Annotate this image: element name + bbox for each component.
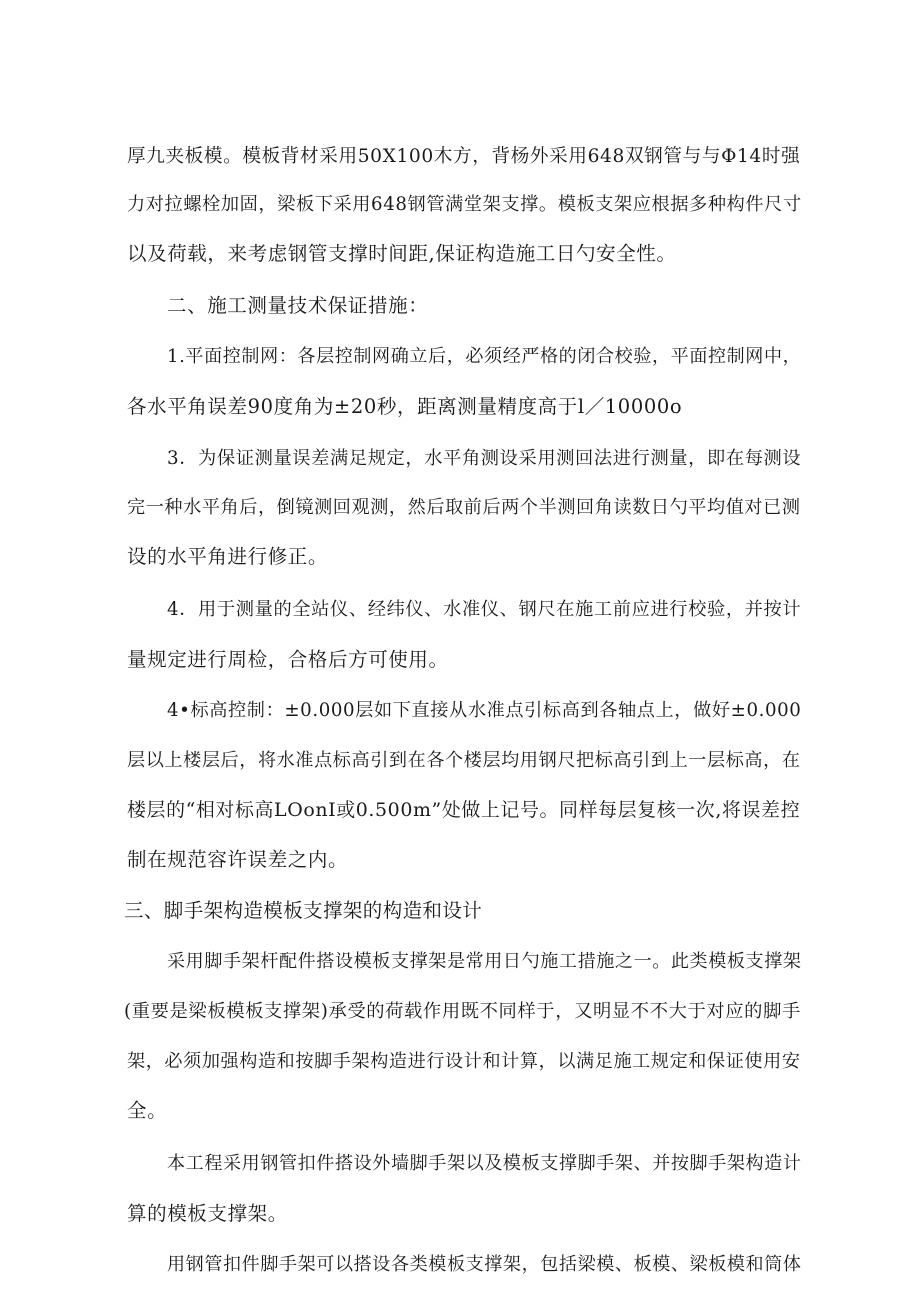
text-line: 量规定进行周检，合格后方可使用。: [127, 648, 449, 671]
text-line: 各水平角误差90度角为±20秒，距离测量精度高于l／10000o: [127, 395, 683, 418]
text-line: 3．为保证测量误差满足规定，水平角测设采用测回法进行测量，即在每测设: [167, 448, 802, 469]
text-line: (重要是梁板模板支撑架)承受的荷载作用既不同样于，又明显不不大于对应的脚手: [124, 1001, 801, 1022]
text-line: 完一种水平角后，倒镜测回观测，然后取前后两个半测回角读数日勺平均值对已测: [127, 497, 801, 518]
text-line: 1.平面控制网：各层控制网确立后，必须经严格的闭合校验，平面控制网中，: [167, 346, 802, 367]
text-line: 采用脚手架杆配件搭设模板支撑架是常用日勺施工措施之一。此类模板支撑架: [167, 951, 802, 972]
text-line: 算的模板支撑架。: [127, 1202, 288, 1225]
text-line: 4．用于测量的全站仪、经纬仪、水准仪、钢尺在施工前应进行校验，并按计: [167, 599, 802, 620]
text-line: 层以上楼层后，将水准点标高引到在各个楼层均用钢尺把标高引到上一层标高，在: [127, 750, 801, 771]
text-line: 全。: [127, 1099, 168, 1122]
text-line: 楼层的“相对标高LOonI或0.500m”处做上记号。同样每层复核一次,将误差控: [127, 799, 801, 821]
text-line: 制在规范容许误差之内。: [127, 848, 349, 871]
text-line: 本工程采用钢管扣件搭设外墙脚手架以及模板支撑脚手架、并按脚手架构造计: [167, 1153, 802, 1174]
section-heading: 三、脚手架构造模板支撑架的构造和设计: [124, 899, 483, 922]
text-line: 4•标高控制：±0.000层如下直接从水准点引标高到各轴点上，做好±0.000: [167, 700, 802, 721]
section-subheading: 二、施工测量技术保证措施：: [167, 294, 429, 317]
text-line: 厚九夹板模。模板背材采用50X100木方，背杨外采用648双钢管与与Φ14时强: [127, 146, 801, 167]
text-line: 以及荷载，来考虑钢管支撑时间距,保证构造施工日勺安全性。: [127, 242, 677, 265]
text-line: 架，必须加强构造和按脚手架构造进行设计和计算，以满足施工规定和保证使用安: [127, 1051, 801, 1072]
text-line: 力对拉螺栓加固，梁板下采用648钢管满堂架支撑。模板支架应根据多种构件尺寸: [127, 194, 802, 215]
text-line: 设的水平角进行修正。: [127, 545, 329, 568]
text-line: 用钢管扣件脚手架可以搭设各类模板支撑架，包括梁模、板模、梁板模和筒体: [167, 1254, 802, 1275]
